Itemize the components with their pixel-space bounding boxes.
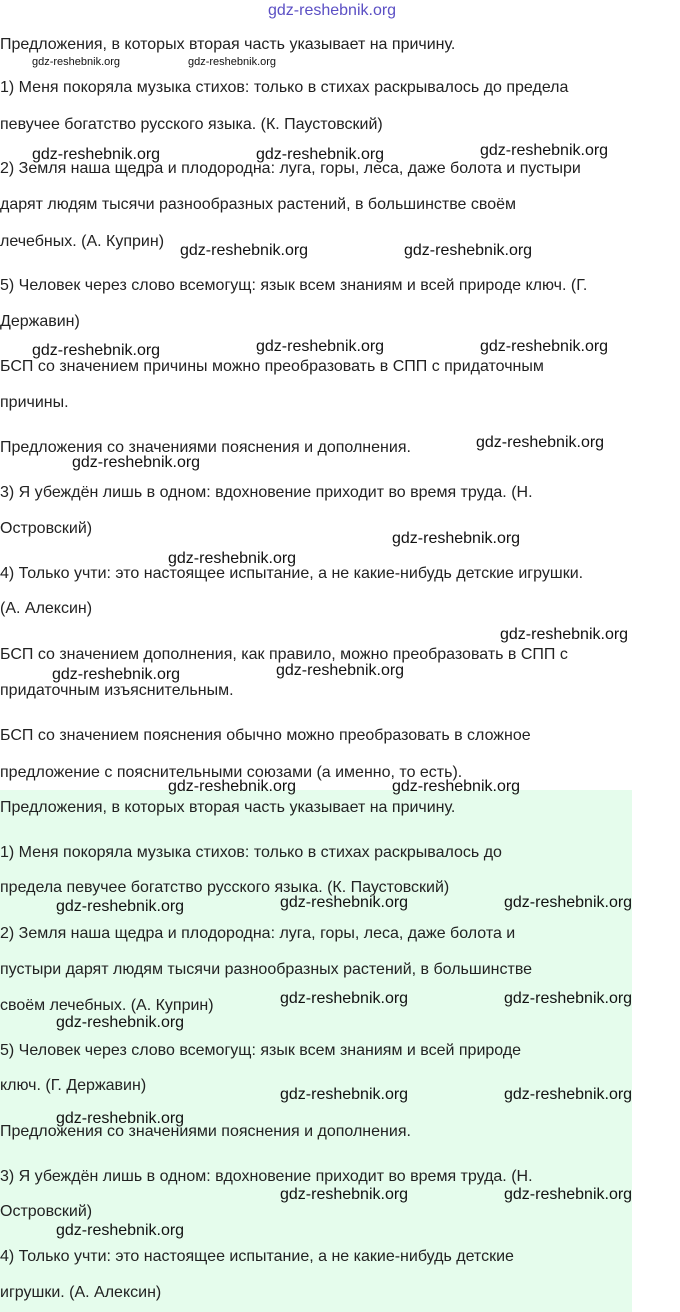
text-line: причины. xyxy=(0,394,69,411)
watermark: gdz-reshebnik.org xyxy=(280,894,409,911)
watermark: gdz-reshebnik.org xyxy=(280,990,409,1007)
watermark: gdz-reshebnik.org xyxy=(476,434,605,451)
answer-line: 2) Земля наша щедра и плодородна: луга, горы, леса, даже болота и xyxy=(0,925,516,942)
text-line: Державин) xyxy=(0,313,80,330)
text-line: 4) Только учти: это настоящее испытание, а не какие-нибудь детские игрушки. xyxy=(0,565,584,582)
answer-line: пустыри дарят людям тысячи разнообразных растений, в большинстве xyxy=(0,961,533,978)
watermark: gdz-reshebnik.org xyxy=(504,990,633,1007)
watermark: gdz-reshebnik.org xyxy=(180,242,309,259)
watermark: gdz-reshebnik.org xyxy=(32,56,121,68)
text-line: БСП со значением пояснения обычно можно преобразовать в сложное xyxy=(0,727,531,744)
watermark: gdz-reshebnik.org xyxy=(392,778,521,795)
watermark: gdz-reshebnik.org xyxy=(480,338,609,355)
answer-line: 3) Я убеждён лишь в одном: вдохновение приходит во время труда. (Н. xyxy=(0,1168,533,1185)
watermark: gdz-reshebnik.org xyxy=(500,626,629,643)
watermark: gdz-reshebnik.org xyxy=(404,242,533,259)
watermark: gdz-reshebnik.org xyxy=(168,550,297,567)
watermark: gdz-reshebnik.org xyxy=(256,338,385,355)
text-line: (А. Алексин) xyxy=(0,600,93,617)
watermark: gdz-reshebnik.org xyxy=(392,530,521,547)
heading-cause: Предложения, в которых вторая часть указывает на причину. xyxy=(0,36,456,53)
heading-explanation: Предложения со значениями пояснения и дополнения. xyxy=(0,439,411,456)
watermark: gdz-reshebnik.org xyxy=(504,1186,633,1203)
watermark: gdz-reshebnik.org xyxy=(56,1014,185,1031)
text-line: Островский) xyxy=(0,520,93,537)
watermark: gdz-reshebnik.org xyxy=(280,1186,409,1203)
text-line: БСП со значением причины можно преобразовать в СПП с придаточным xyxy=(0,358,544,375)
watermark: gdz-reshebnik.org xyxy=(480,142,609,159)
answer-line: своём лечебных. (А. Куприн) xyxy=(0,997,214,1014)
answer-heading-explanation: Предложения со значениями пояснения и дополнения. xyxy=(0,1123,411,1140)
answer-line: 5) Человек через слово всемогущ: язык всем знаниям и всей природе xyxy=(0,1042,522,1059)
answer-line: 4) Только учти: это настоящее испытание, а не какие-нибудь детские xyxy=(0,1248,514,1265)
watermark: gdz-reshebnik.org xyxy=(52,666,181,683)
answer-heading-cause: Предложения, в которых вторая часть указывает на причину. xyxy=(0,799,456,816)
watermark: gdz-reshebnik.org xyxy=(276,662,405,679)
text-line: 1) Меня покоряла музыка стихов: только в стихах раскрывалось до предела xyxy=(0,79,569,96)
text-line: певучее богатство русского языка. (К. Паустовский) xyxy=(0,116,383,133)
answer-line: игрушки. (А. Алексин) xyxy=(0,1284,162,1301)
text-line: 3) Я убеждён лишь в одном: вдохновение приходит во время труда. (Н. xyxy=(0,484,533,501)
watermark: gdz-reshebnik.org xyxy=(56,1222,185,1239)
watermark: gdz-reshebnik.org xyxy=(504,1086,633,1103)
watermark: gdz-reshebnik.org xyxy=(168,778,297,795)
watermark: gdz-reshebnik.org xyxy=(32,146,161,163)
watermark: gdz-reshebnik.org xyxy=(256,146,385,163)
answer-line: 1) Меня покоряла музыка стихов: только в стихах раскрывалось до xyxy=(0,844,502,861)
text-line: 2) Земля наша щедра и плодородна: луга, горы, леса, даже болота и пустыри xyxy=(0,160,581,177)
text-line: предложение с пояснительными союзами (а именно, то есть). xyxy=(0,764,463,781)
watermark: gdz-reshebnik.org xyxy=(72,454,201,471)
watermark: gdz-reshebnik.org xyxy=(56,1110,185,1127)
text-line: БСП со значением дополнения, как правило, можно преобразовать в СПП с xyxy=(0,646,568,663)
text-line: дарят людям тысячи разнообразных растений, в большинстве своём xyxy=(0,196,517,213)
watermark: gdz-reshebnik.org xyxy=(188,56,277,68)
answer-line: ключ. (Г. Державин) xyxy=(0,1077,147,1094)
watermark: gdz-reshebnik.org xyxy=(32,342,161,359)
text-line: 5) Человек через слово всемогущ: язык всем знаниям и всей природе ключ. (Г. xyxy=(0,277,588,294)
text-line: лечебных. (А. Куприн) xyxy=(0,233,165,250)
answer-line: предела певучее богатство русского языка. (К. Паустовский) xyxy=(0,879,450,896)
text-line: придаточным изъяснительным. xyxy=(0,682,234,699)
watermark: gdz-reshebnik.org xyxy=(280,1086,409,1103)
top-watermark[interactable]: gdz-reshebnik.org xyxy=(268,2,397,19)
watermark: gdz-reshebnik.org xyxy=(56,898,185,915)
watermark: gdz-reshebnik.org xyxy=(504,894,633,911)
answer-line: Островский) xyxy=(0,1203,93,1220)
